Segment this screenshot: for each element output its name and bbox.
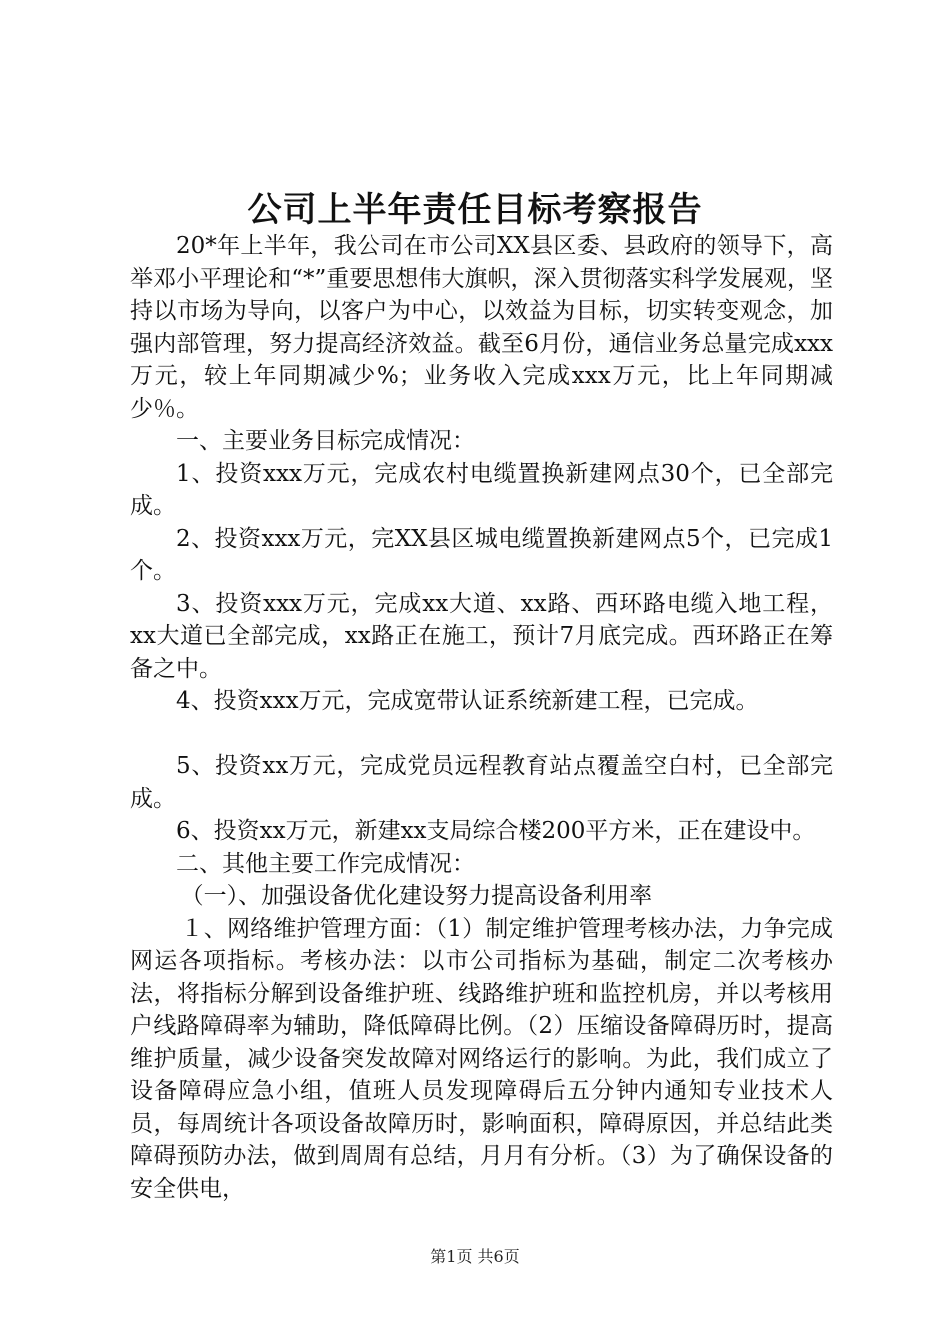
document-title: 公司上半年责任目标考察报告 bbox=[247, 190, 703, 230]
document-body bbox=[130, 230, 833, 1205]
list-item-1: 1、投资xxx万元，完成农村电缆置换新建网点30个，已全部完成。 bbox=[130, 460, 833, 519]
list-item-6: 6、投资xx万元，新建xx支局综合楼200平方米，正在建设中。 bbox=[176, 818, 816, 844]
paragraph-intro: 20*年上半年，我公司在市公司XX县区委、县政府的领导下，高举邓小平理论和“*”重要思想伟大旗帜，深入贯彻落实科学发展观，坚持以市场为导向，以客户为中心，以效益为目标，切实转变观念，加强内部管理，努力提高经济效益。截至6月份，通信业务总量完成xxx万元，较上年同期减少%；业务收入完成xxx万元，比上年同期减少％。 bbox=[130, 233, 833, 422]
list-item-2: 2、投资xxx万元，完XX县区城电缆置换新建网点5个，已完成1个。 bbox=[130, 525, 833, 584]
list-item-5: 5、投资xx万元，完成党员远程教育站点覆盖空白村，已全部完成。 bbox=[130, 753, 833, 812]
list-item-4: 4、投资xxx万元，完成宽带认证系统新建工程，已完成。 bbox=[176, 688, 759, 714]
section-heading-main-targets: 一、主要业务目标完成情况： bbox=[176, 428, 475, 454]
section-heading-other-work: 二、其他主要工作完成情况： bbox=[176, 850, 475, 877]
paragraph-network-maintenance: １、网络维护管理方面：（1）制定维护管理考核办法，力争完成网运各项指标。考核办法：以市公司指标为基础，制定二次考核办法，将指标分解到设备维护班、线路维护班和监控机房，并以考核用户线路障碍率为辅助，降低障碍比例。（2）压缩设备障碍历时，提高维护质量，减少设备突发故障对网络运行的影响。为此，我们成立了设备障碍应急小组，值班人员发现障碍后五分钟内通知专业技术人员，每周统计各项设备故障历时，影响面积，障碍原因，并总结此类障碍预防办法，做到周周有总结，月月有分析。（3）为了确保设备的安全供电， bbox=[130, 915, 833, 1202]
page-number-footer: 第1页 共6页 bbox=[430, 1247, 520, 1266]
subsection-heading: （一）、加强设备优化建设努力提高设备利用率 bbox=[180, 883, 653, 909]
list-item-3: 3、投资xxx万元，完成xx大道、xx路、西环路电缆入地工程，xx大道已全部完成，xx路正在施工，预计7月底完成。西环路正在筹备之中。 bbox=[130, 590, 833, 682]
